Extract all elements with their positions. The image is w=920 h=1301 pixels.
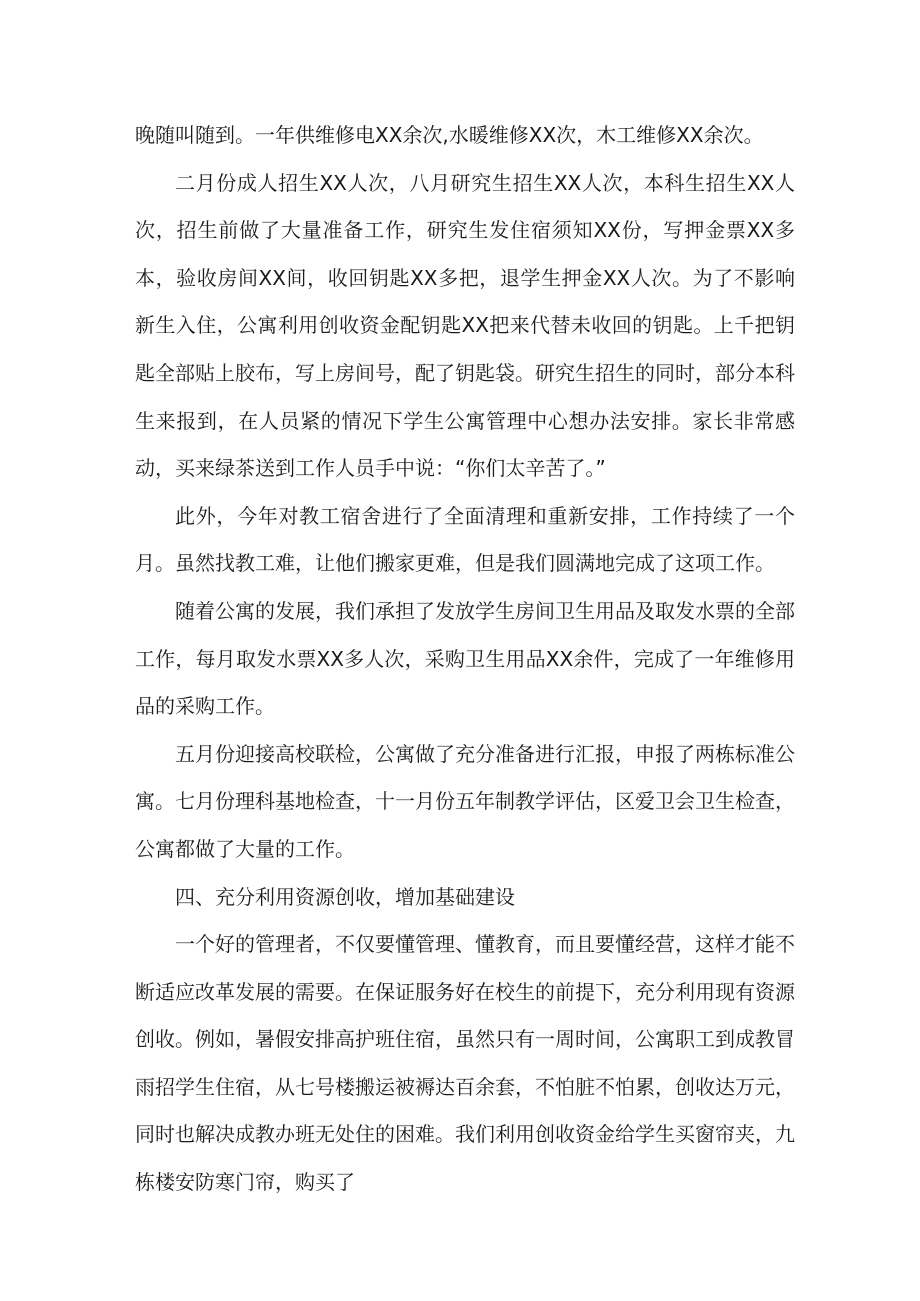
paragraph-inspections: 五月份迎接高校联检，公寓做了充分准备进行汇报，申报了两栋标准公寓。七月份理科基地检查，十一月份五年制教学评估，区爱卫会卫生检查，公寓都做了大量的工作。: [135, 741, 795, 861]
paragraph-revenue: 一个好的管理者，不仅要懂管理、懂教育，而且要懂经营，这样才能不断适应改革发展的需要。在保证服务好在校生的前提下，充分利用现有资源创收。例如，暑假安排高护班住宿，虽然只有一周时间，公寓职工到成教冒雨招学生住宿，从七号楼搬运被褥达百余套，不怕脏不怕累，创收达万元，同时也解决成教办班无处住的困难。我们利用创收资金给学生买窗帘夹，九栋楼安防寒门帘，购买了: [135, 932, 795, 1195]
document-body: [135, 112, 795, 1207]
paragraph-staff-dorm: 此外，今年对教工宿舍进行了全面清理和重新安排，工作持续了一个月。虽然找教工难，让他们搬家更难，但是我们圆满地完成了这项工作。: [135, 503, 795, 576]
section-heading: 四、充分利用资源创收，增加基础建设: [175, 884, 515, 909]
paragraph-continuation: 晚随叫随到。一年供维修电XX余次,水暖维修XX次，木工维修XX余次。: [135, 123, 764, 147]
paragraph-supplies: 随着公寓的发展，我们承担了发放学生房间卫生用品及取发水票的全部工作，每月取发水票XX多人次，采购卫生用品XX余件，完成了一年维修用品的采购工作。: [135, 598, 795, 719]
paragraph-enrollment: 二月份成人招生XX人次，八月研究生招生XX人次，本科生招生XX人次，招生前做了大量准备工作，研究生发住宿须知XX份，写押金票XX多本，验收房间XX间，收回钥匙XX多把，退学生押金XX人次。为了不影响新生入住，公寓利用创收资金配钥匙XX把来代替未收回的钥匙。上千把钥匙全部贴上胶布，写上房间号，配了钥匙袋。研究生招生的同时，部分本科生来报到，在人员紧的情况下学生公寓管理中心想办法安排。家长非常感动，买来绿茶送到工作人员手中说：“你们太辛苦了。”: [135, 170, 795, 481]
